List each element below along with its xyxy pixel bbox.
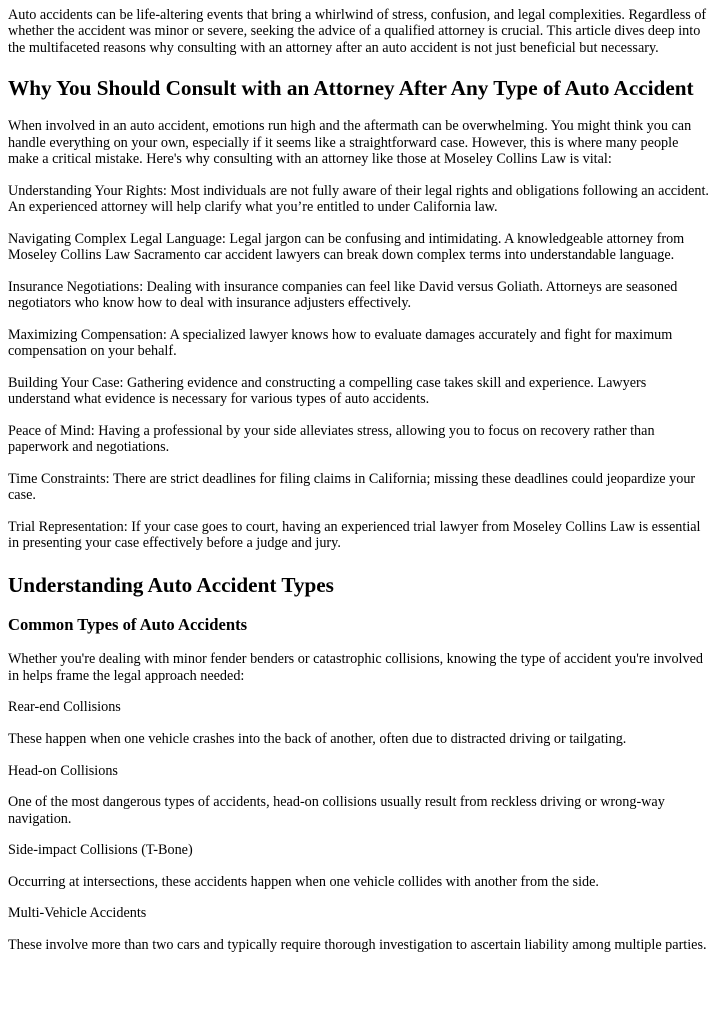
reason-legal-language: Navigating Complex Legal Language: Legal jargon can be confusing and intimidating. A knowledgeable attorney from Moseley Collins Law Sacramento car accident lawyers can break down complex terms into understandable language. [8,230,685,264]
reason-peace-of-mind: Peace of Mind: Having a professional by your side alleviates stress, allowing you to focus on recovery rather than paperwork and negotiations. [8,422,655,456]
section-heading-accident-types: Understanding Auto Accident Types [8,573,334,598]
accident-type-description: Occurring at intersections, these accidents happen when one vehicle collides with another from the side. [8,873,599,890]
section-lead-paragraph: When involved in an auto accident, emotions run high and the aftermath can be overwhelming. You might think you can handle everything on your own, especially if it seems like a straightforward case. However, this is where many people make a critical mistake. Here's why consulting with an attorney like those at Moseley Collins Law is vital: [8,118,692,168]
reason-building-case: Building Your Case: Gathering evidence and constructing a compelling case takes skill and experience. Lawyers understand what evidence is necessary for various types of auto accidents. [8,374,647,408]
accident-types-lead-paragraph: Whether you're dealing with minor fender benders or catastrophic collisions, knowing the type of accident you're involved in helps frame the legal approach needed: [8,651,703,684]
accident-type-name: Head-on Collisions [8,762,118,779]
reason-understanding-rights: Understanding Your Rights: Most individuals are not fully aware of their legal rights and obligations following an accident. An experienced attorney will help clarify what you’re entitled to under California law. [8,182,709,216]
accident-type-name: Rear-end Collisions [8,699,121,716]
reason-maximizing-compensation: Maximizing Compensation: A specialized lawyer knows how to evaluate damages accurately and fight for maximum compensation on your behalf. [8,326,673,360]
reason-trial-representation: Trial Representation: If your case goes to court, having an experienced trial lawyer from Moseley Collins Law is essential in presenting your case effectively before a judge and jury. [8,518,701,552]
accident-type-description: One of the most dangerous types of accidents, head-on collisions usually result from reckless driving or wrong-way navigation. [8,794,665,827]
accident-type-description: These involve more than two cars and typically require thorough investigation to ascertain liability among multiple parties. [8,937,707,953]
article [0,7,720,953]
section-heading-consult-attorney: Why You Should Consult with an Attorney After Any Type of Auto Accident [8,76,694,101]
accident-type-name: Side-impact Collisions (T-Bone) [8,842,193,859]
accident-type-description: These happen when one vehicle crashes into the back of another, often due to distracted driving or tailgating. [8,731,627,748]
reason-insurance-negotiations: Insurance Negotiations: Dealing with insurance companies can feel like David versus Goliath. Attorneys are seasoned negotiators who know how to deal with insurance adjusters effectively. [8,278,678,312]
accident-type-name: Multi-Vehicle Accidents [8,905,147,922]
intro-paragraph: Auto accidents can be life-altering events that bring a whirlwind of stress, confusion, and legal complexities. Regardless of whether the accident was minor or severe, seeking the advice of a qualified attorney is crucial. This article dives deep into the multifaceted reasons why consulting with an attorney after an auto accident is not just beneficial but necessary. [8,7,707,56]
reason-time-constraints: Time Constraints: There are strict deadlines for filing claims in California; missing these deadlines could jeopardize your case. [8,470,696,504]
subheading-common-types: Common Types of Auto Accidents [8,615,248,635]
